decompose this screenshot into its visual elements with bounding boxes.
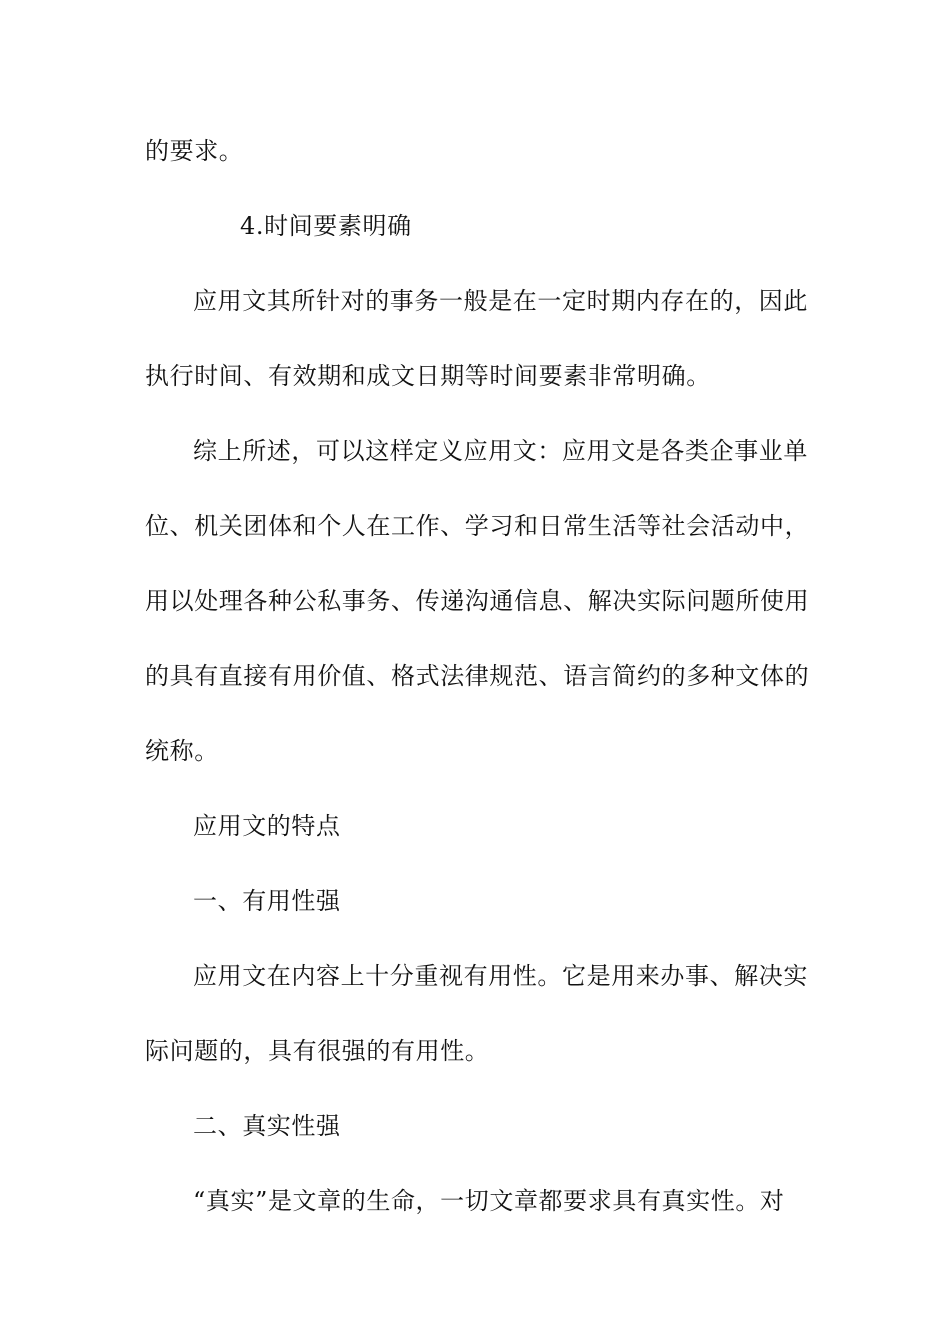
section-heading: 应用文的特点 [193,812,341,840]
paragraph-line: “真实”是文章的生命，一切文章都要求具有真实性。对 [193,1187,785,1215]
paragraph-line: 的要求。 [145,137,244,165]
paragraph-line: 应用文其所针对的事务一般是在一定时期内存在的，因此 [193,287,808,315]
section-heading: 一、有用性强 [193,887,341,915]
paragraph-line: 的具有直接有用价值、格式法律规范、语言简约的多种文体的 [145,662,810,690]
paragraph-line: 应用文在内容上十分重视有用性。它是用来办事、解决实 [193,962,808,990]
paragraph-line: 位、机关团体和个人在工作、学习和日常生活等社会活动中， [145,512,810,540]
paragraph-line: 用以处理各种公私事务、传递沟通信息、解决实际问题所使用 [145,587,810,615]
section-heading: 4.时间要素明确 [240,212,412,240]
section-heading: 二、真实性强 [193,1112,341,1140]
paragraph-line: 统称。 [145,737,219,765]
paragraph-line: 际问题的，具有很强的有用性。 [145,1037,490,1065]
paragraph-line: 综上所述，可以这样定义应用文：应用文是各类企事业单 [193,437,808,465]
paragraph-line: 执行时间、有效期和成文日期等时间要素非常明确。 [145,362,711,390]
